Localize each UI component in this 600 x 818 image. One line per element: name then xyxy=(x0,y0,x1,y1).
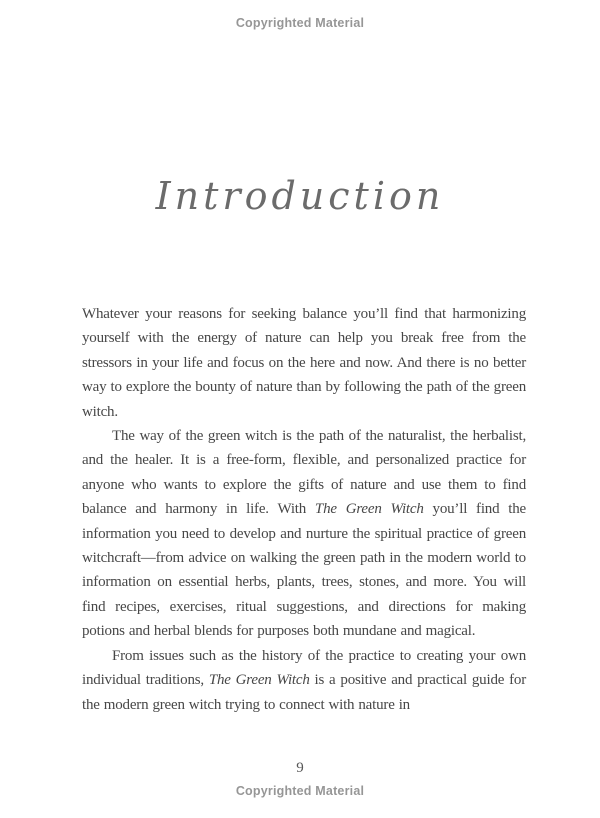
paragraph-3 xyxy=(82,644,526,717)
copyright-notice-top: Copyrighted Material xyxy=(235,16,365,30)
book-title-italic: The Green Witch xyxy=(314,501,424,518)
paragraph-2-text-continued: you’ll find the information you need to develop and nurture the spiritual practice of green witchcraft—from advice on walking the green path in the modern world to information on essential herbs, plants, trees, stones, and more. You will find recipes, exercises, ritual suggestions, and directions for making potions and herbal blends for purposes both mundane and magical. xyxy=(82,501,526,640)
page-number: 9 xyxy=(296,760,304,776)
chapter-title: Introduction xyxy=(155,174,445,218)
paragraph-1 xyxy=(82,302,526,424)
book-title-italic: The Green Witch xyxy=(208,672,310,689)
paragraph-2 xyxy=(82,424,526,644)
copyright-notice-bottom: Copyrighted Material xyxy=(235,784,365,798)
body-text xyxy=(82,302,526,717)
paragraph-3-text-continued: is a positive and practical guide for the modern green witch trying to connect with nature in xyxy=(82,672,526,713)
paragraph-1-text: Whatever your reasons for seeking balance you’ll find that harmonizing yourself with the energy of nature can help you break free from the stressors in your life and focus on the here and now. And there is no better way to explore the bounty of nature than by following the path of the green witch. xyxy=(82,306,526,420)
paragraph-2-text: The way of the green witch is the path of the naturalist, the herbalist, and the healer. It is a free-form, flexible, and personalized practice for anyone who wants to explore the gifts of nature and use them to find balance and harmony in life. With xyxy=(82,428,526,518)
paragraph-3-text: From issues such as the history of the practice to creating your own individual traditions, xyxy=(82,647,526,689)
